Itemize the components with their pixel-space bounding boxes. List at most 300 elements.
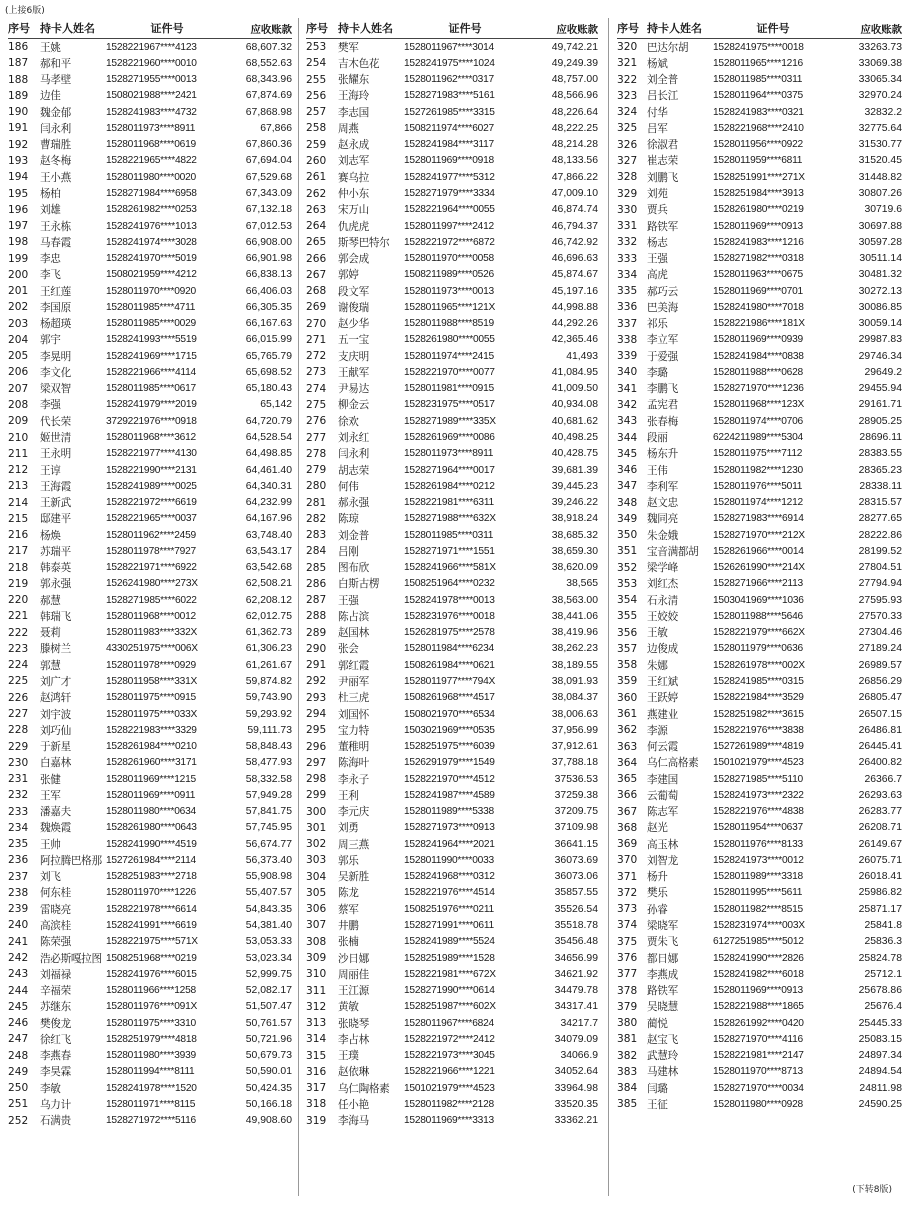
table-row [8,771,292,787]
cell-amount: 67,529.68 [245,171,292,183]
cell-amount: 47,009.10 [551,188,598,200]
cell-name: 赵依琳 [338,1066,369,1079]
cell-amount: 66,305.35 [245,301,292,313]
cell-name: 赵永成 [338,139,369,152]
cell-amount: 57,745.95 [245,822,292,834]
cell-no: 358 [617,659,638,672]
cell-name: 段丽 [647,432,668,444]
table-row [8,1080,292,1096]
cell-no: 240 [8,919,29,932]
cell-amount: 31530.77 [858,139,902,151]
cell-amount: 34621.92 [554,968,598,980]
cell-amount: 47,866.22 [551,171,598,183]
cell-no: 372 [617,886,638,899]
cell-amount: 28383.55 [858,448,902,460]
cell-no: 254 [306,57,327,70]
table-row [8,901,292,917]
table-row [8,446,292,462]
cell-id: 1508251968****0219 [106,952,197,964]
table-row [306,1064,598,1080]
table-header [306,18,598,39]
table-row [8,299,292,315]
cell-id: 1528011965****1216 [713,57,803,69]
cell-amount: 48,133.56 [551,155,598,167]
cell-no: 193 [8,154,29,167]
cell-no: 353 [617,577,638,590]
cell-name: 边俊成 [647,643,678,656]
table-row [306,397,598,413]
cell-id: 1528241975****0018 [713,41,804,53]
table-row [617,218,902,234]
table-row [8,137,292,153]
cell-no: 315 [306,1049,327,1062]
cell-id: 1528261960****3171 [106,757,197,769]
table-row [306,852,598,868]
cell-id: 1528241979****2019 [106,399,197,411]
cell-id: 1527261985****3315 [404,106,495,118]
cell-amount: 59,743.90 [245,692,292,704]
cell-amount: 28315.57 [858,497,902,509]
cell-id: 1528271979****3334 [404,188,495,200]
cell-amount: 68,552.63 [245,57,292,69]
table-row [8,1031,292,1047]
cell-no: 249 [8,1065,29,1078]
cell-id: 1528011980****3939 [106,1050,196,1062]
cell-name: 李燕成 [647,968,678,981]
cell-amount: 59,293.92 [245,708,292,720]
cell-name: 乌仁陶格素 [338,1082,390,1095]
column-divider [298,18,299,1196]
cell-amount: 39,445.23 [551,480,598,492]
cell-name: 郝慧 [40,594,61,607]
cell-no: 289 [306,626,327,639]
cell-no: 293 [306,691,327,704]
cell-no: 348 [617,496,638,509]
cell-amount: 37,956.99 [551,724,598,736]
cell-name: 郭会成 [338,253,369,266]
cell-amount: 37,912.61 [551,741,598,753]
table-row [617,1047,902,1063]
cell-amount: 27189.24 [858,643,902,655]
table-row [306,55,598,71]
cell-no: 256 [306,89,327,102]
table-row [306,429,598,445]
cell-no: 331 [617,220,638,233]
cell-name: 刘苑 [647,188,668,201]
cell-name: 王献军 [338,366,369,379]
cell-id: 1528221967****4123 [106,41,197,53]
cell-id: 1528231975****0517 [404,399,495,411]
table-row [306,722,598,738]
table-row [306,657,598,673]
cell-name: 燕建业 [647,708,678,721]
table-row [617,999,902,1015]
table-row [8,673,292,689]
cell-id: 3729221976****0918 [106,415,197,427]
cell-id: 1528011970****8713 [713,1066,803,1078]
cell-id: 1528241982****6018 [713,968,804,980]
cell-no: 317 [306,1082,327,1095]
cell-amount: 32775.64 [858,122,902,134]
table-row [306,1015,598,1031]
cell-amount: 25445.33 [858,1017,902,1029]
cell-id: 1528011962****2459 [106,529,196,541]
cell-no: 312 [306,1000,327,1013]
cell-id: 1528251975****6039 [404,741,495,753]
cell-name: 孙睿 [647,903,668,916]
cell-name: 吕军 [647,122,668,135]
table-row [306,88,598,104]
cell-no: 299 [306,789,327,802]
table-row [8,234,292,250]
cell-id: 1528011983****332X [106,627,198,639]
cell-amount: 24897.34 [858,1050,902,1062]
cell-amount: 53,023.34 [245,952,292,964]
table-row [306,39,598,55]
cell-id: 1508211989****0526 [404,269,494,281]
cell-id: 1528251987****602X [404,1001,496,1013]
cell-no: 328 [617,171,638,184]
cell-amount: 32970.24 [858,90,902,102]
cell-name: 徐欢 [338,415,359,428]
cell-amount: 48,757.00 [551,74,598,86]
cell-name: 李志国 [338,106,369,119]
cell-amount: 34052.64 [554,1066,598,1078]
cell-no: 330 [617,203,638,216]
cell-name: 柳金云 [338,399,369,412]
cell-id: 1528221976****4838 [713,806,804,818]
table-row [306,72,598,88]
cell-amount: 67,132.18 [245,204,292,216]
cell-amount: 27595.93 [858,594,902,606]
table-row [306,511,598,527]
cell-amount: 49,742.21 [551,41,598,53]
table-row [306,820,598,836]
cell-id: 1528241980****7018 [713,301,804,313]
cell-name: 刘飞 [40,871,61,884]
header-id: 证件号 [150,22,184,35]
table-rows [306,39,598,1129]
cell-id: 1528221964****0055 [404,204,495,216]
cell-name: 梁双智 [40,383,71,396]
cell-amount: 66,406.03 [245,285,292,297]
cell-no: 227 [8,708,29,721]
table-header [617,18,902,39]
cell-amount: 38,189.55 [551,659,598,671]
table-row [617,267,902,283]
table-column-2 [306,18,598,1129]
cell-id: 1528271983****5161 [404,90,495,102]
cell-no: 225 [8,675,29,688]
cell-amount: 29649.2 [864,366,902,378]
table-rows [617,39,902,1113]
column-divider [608,18,609,1196]
cell-id: 1526241980****273X [106,578,198,590]
cell-name: 王红斌 [647,675,678,688]
table-row [306,283,598,299]
cell-no: 251 [8,1098,29,1111]
cell-amount: 34317.41 [554,1001,598,1013]
cell-name: 胡志荣 [338,464,369,477]
table-row [617,966,902,982]
table-row [617,738,902,754]
cell-amount: 25676.4 [864,1001,902,1013]
cell-id: 1528011954****0637 [713,822,803,834]
cell-no: 238 [8,886,29,899]
table-row [306,104,598,120]
table-row [8,820,292,836]
cell-name: 朱金娥 [647,529,678,542]
cell-no: 338 [617,333,638,346]
cell-amount: 29455.94 [858,383,902,395]
cell-name: 刘雄 [40,204,61,217]
cell-amount: 61,306.23 [245,643,292,655]
table-row [8,852,292,868]
table-row [8,332,292,348]
cell-name: 李占林 [338,1033,369,1046]
cell-no: 316 [306,1065,327,1078]
table-row [617,234,902,250]
header-no: 序号 [306,22,328,35]
cell-id: 1528261978****002X [713,659,805,671]
table-row [8,218,292,234]
table-row [8,560,292,576]
cell-name: 郭宇 [40,334,61,347]
cell-amount: 63,542.68 [245,562,292,574]
cell-amount: 28696.11 [859,432,902,443]
table-row [306,690,598,706]
cell-id: 1528221988****1865 [713,1001,804,1013]
cell-amount: 30086.85 [858,301,902,313]
cell-no: 203 [8,317,29,330]
cell-name: 雷晓亮 [40,903,71,916]
cell-name: 杨升 [647,871,668,884]
cell-no: 365 [617,773,638,786]
table-row [8,527,292,543]
cell-name: 郭乐 [338,854,359,867]
cell-id: 1528221978****6614 [106,903,197,915]
cell-name: 杨超瑛 [40,318,71,331]
cell-id: 1528221981****2147 [713,1050,804,1062]
table-row [306,966,598,982]
cell-no: 296 [306,740,327,753]
cell-no: 339 [617,350,638,363]
cell-name: 宝力特 [338,724,369,737]
cell-id: 1528011968****123X [713,399,805,411]
table-row [306,348,598,364]
table-header [8,18,292,39]
cell-amount: 58,332.58 [245,773,292,785]
cell-amount: 38,441.06 [551,610,598,622]
cell-id: 1528011968****0619 [106,139,196,151]
cell-name: 赵文忠 [647,497,678,510]
cell-no: 375 [617,935,638,948]
cell-name: 李燕春 [40,1050,71,1063]
table-row [306,592,598,608]
cell-name: 王红莲 [40,285,71,298]
cell-amount: 64,498.85 [245,448,292,460]
cell-no: 268 [306,285,327,298]
cell-no: 298 [306,773,327,786]
cell-no: 319 [306,1114,327,1127]
cell-name: 张楠 [338,936,359,949]
table-row [617,820,902,836]
cell-no: 269 [306,301,327,314]
cell-amount: 66,901.98 [245,253,292,265]
cell-no: 232 [8,789,29,802]
table-row [617,202,902,218]
cell-no: 219 [8,577,29,590]
cell-name: 杨志 [647,236,668,249]
cell-amount: 44,292.26 [551,318,598,330]
table-row [306,332,598,348]
cell-no: 351 [617,545,638,558]
cell-amount: 68,607.32 [245,41,292,53]
table-row [8,982,292,998]
table-row [617,852,902,868]
cell-name: 徐红飞 [40,1033,71,1046]
cell-no: 243 [8,968,29,981]
table-row [306,462,598,478]
table-row [8,364,292,380]
cell-no: 215 [8,512,29,525]
cell-id: 1528011984****6234 [404,643,494,655]
table-row [8,1064,292,1080]
cell-no: 295 [306,724,327,737]
table-row [306,527,598,543]
cell-id: 1528221968****2410 [713,122,804,134]
cell-no: 275 [306,398,327,411]
cell-name: 邸建平 [40,513,71,526]
table-row [8,690,292,706]
cell-amount: 37536.53 [554,773,598,785]
cell-no: 258 [306,122,327,135]
cell-name: 赵宝飞 [647,1033,678,1046]
cell-no: 361 [617,708,638,721]
table-row [617,803,902,819]
table-row [8,869,292,885]
header-id: 证件号 [448,22,482,35]
cell-no: 216 [8,529,29,542]
table-row [306,364,598,380]
table-row [8,543,292,559]
header-amount: 应收账款 [250,24,292,36]
table-row [617,625,902,641]
table-row [306,1047,598,1063]
cell-id: 1528221981****6311 [404,497,494,509]
table-row [617,982,902,998]
cell-id: 1528221976****4514 [404,887,495,899]
cell-no: 234 [8,821,29,834]
cell-name: 李飞 [40,269,61,282]
cell-amount: 38,419.96 [551,627,598,639]
cell-no: 201 [8,285,29,298]
table-row [617,1064,902,1080]
table-row [8,1096,292,1112]
cell-id: 1528221981****672X [404,968,496,980]
cell-id: 1528221971****6922 [106,562,197,574]
cell-name: 闫永利 [338,448,369,461]
cell-id: 1526291979****1549 [404,757,495,769]
table-row [617,120,902,136]
cell-name: 王永栋 [40,220,71,233]
cell-amount: 61,362.73 [245,627,292,639]
cell-id: 1528271972****5116 [106,1115,196,1127]
cell-id: 1528271970****1236 [713,383,804,395]
cell-no: 271 [306,333,327,346]
header-name: 持卡人姓名 [40,22,95,35]
cell-id: 1528221965****0037 [106,513,197,525]
cell-name: 井鹏 [338,919,359,932]
table-row [617,608,902,624]
cell-name: 张健 [40,773,61,786]
cell-amount: 62,012.75 [245,610,292,622]
cell-id: 1528241983****1216 [713,236,804,248]
cell-name: 刘福禄 [40,968,71,981]
cell-no: 340 [617,366,638,379]
cell-no: 260 [306,154,327,167]
cell-id: 1528011985****0311 [713,74,803,86]
cell-no: 345 [617,447,638,460]
cell-name: 魏同亮 [647,513,678,526]
cell-no: 341 [617,382,638,395]
cell-name: 张会 [338,643,359,656]
table-row [306,950,598,966]
cell-amount: 67,866 [260,122,292,134]
cell-id: 1528271970****0034 [713,1082,804,1094]
cell-name: 刘全普 [647,74,678,87]
cell-id: 1528011969****0911 [106,789,196,801]
cell-no: 306 [306,903,327,916]
table-row [8,153,292,169]
cell-name: 张晓琴 [338,1017,369,1030]
cell-no: 286 [306,577,327,590]
cell-no: 376 [617,952,638,964]
table-row [306,885,598,901]
cell-amount: 29746.34 [858,350,902,362]
cell-no: 190 [8,106,29,119]
cell-name: 云葡萄 [647,789,678,802]
cell-id: 1528241978****1520 [106,1082,197,1094]
table-row [8,55,292,71]
cell-name: 陈占滨 [338,610,369,623]
cell-id: 1528261969****0086 [404,432,495,443]
cell-id: 1528011982****8515 [713,903,803,915]
cell-id: 1528011985****0617 [106,383,196,395]
table-row [617,673,902,689]
cell-name: 李强 [40,399,61,412]
table-row [8,608,292,624]
cell-id: 1528011958****331X [106,675,198,687]
cell-no: 314 [306,1033,327,1046]
cell-id: 1528011995****5611 [713,887,803,899]
cell-id: 1526261990****214X [713,562,805,574]
cell-id: 1528011970****0058 [404,253,494,265]
cell-amount: 37109.98 [554,822,598,834]
cell-id: 1528011973****8911 [106,122,196,134]
cell-id: 1528241964****2021 [404,838,495,850]
table-row [8,413,292,429]
cell-name: 郝永强 [338,497,369,510]
cell-amount: 28905.25 [858,415,902,427]
cell-amount: 26366.7 [864,773,902,785]
cell-name: 贾朱飞 [647,936,678,949]
cell-no: 199 [8,252,29,265]
cell-no: 253 [306,41,327,54]
cell-id: 1528011970****1226 [106,887,196,899]
cell-amount: 35526.54 [554,903,598,915]
table-row [617,1080,902,1096]
